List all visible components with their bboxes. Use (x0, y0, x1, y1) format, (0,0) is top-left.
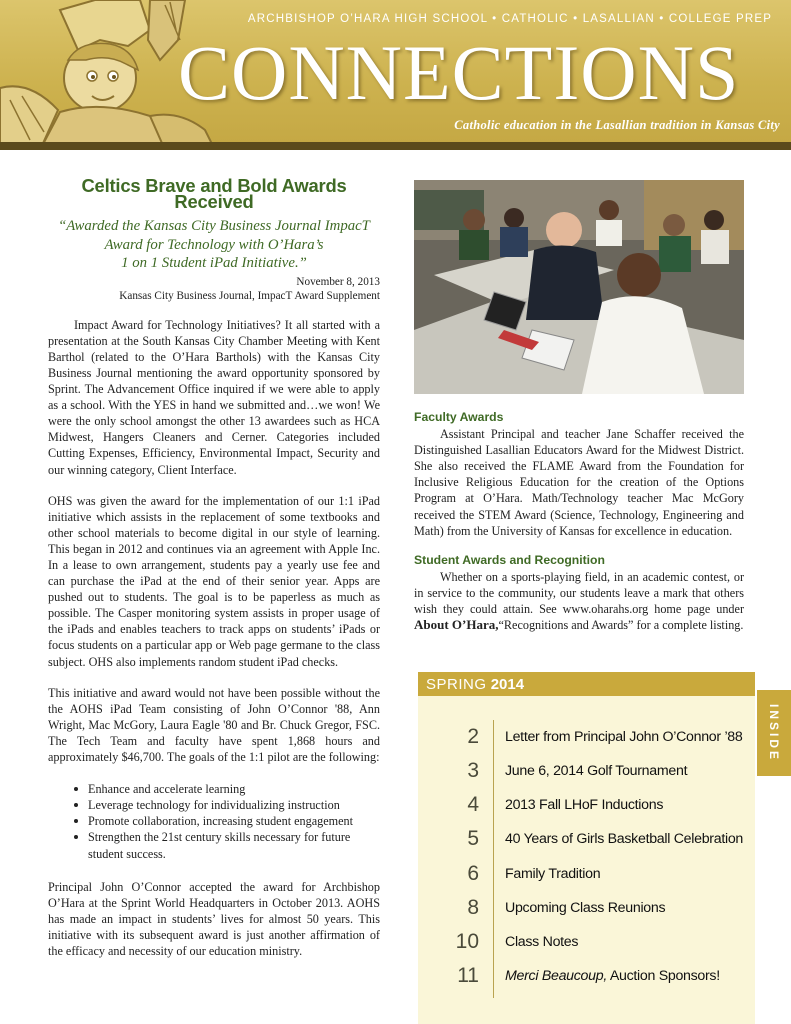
article-closing: Principal John O’Connor accepted the award for Archbishop O’Hara at the Sprint World Headquarters in October 2013. AOHS has made an impact in students’ lives for almost 50 years. This initiative with its subsequent award is just another affirmation of the efficacy and necessity of our education ministry. (48, 879, 380, 958)
toc-label: Class Notes (505, 934, 579, 950)
goal-item: Leverage technology for individualizing instruction (74, 797, 380, 813)
student-awards-heading: Student Awards and Recognition (414, 552, 605, 567)
masthead-divider (0, 142, 791, 150)
about-ohara-link: About O’Hara, (414, 617, 499, 633)
season-year: 2014 (490, 676, 525, 693)
subhead-line: Award for Technology with O’Hara’s (104, 236, 324, 253)
awards-column (414, 409, 744, 646)
article-subhead (48, 217, 380, 273)
toc-item (418, 825, 755, 855)
toc-label-italic: Merci Beaucoup, (505, 968, 607, 984)
toc-item (418, 757, 755, 787)
toc-label: 40 Years of Girls Basketball Celebration (505, 831, 743, 847)
toc-page-number: 3 (467, 759, 479, 782)
toc-label: Letter from Principal John O’Connor ’88 (505, 729, 743, 745)
student-awards-text (414, 569, 744, 633)
student-awards-end: “Recognitions and Awards” for a complete listing. (498, 618, 744, 633)
article-paragraph: This initiative and award would not have been possible without the the AOHS iPad Team consisting of John O’Connor '88, Ann Wright, Mac McGory, Laura Eagle '80 and Br. Chuck Gregor, FSC. The Tech Team and faculty have spent 1,868 hours and approximately $46,700. The goals of the 1:1 pilot are the following: (48, 685, 380, 765)
classroom-photo (414, 180, 744, 394)
goal-item: Strengthen the 21st century skills necessary for future student success. (74, 829, 380, 861)
goals-list (48, 781, 380, 861)
toc-item (418, 791, 755, 821)
toc-page-number: 6 (467, 862, 479, 885)
toc-page-number: 2 (467, 725, 479, 748)
masthead-tagline-bottom: Catholic education in the Lasallian tradition in Kansas City (454, 118, 780, 132)
article-date: November 8, 2013 (296, 275, 380, 288)
newsletter-title: CONNECTIONS (178, 29, 740, 116)
toc-item (418, 860, 755, 890)
main-article (48, 175, 380, 974)
students-with-ipads-photo-icon (414, 180, 744, 394)
masthead-tagline-top: ARCHBISHOP O’HARA HIGH SCHOOL • CATHOLIC • LASALLIAN • COLLEGE PREP (247, 13, 773, 25)
season-bar (418, 672, 755, 696)
masthead (0, 0, 791, 150)
toc-page-number: 5 (467, 827, 479, 850)
toc-page-number: 11 (457, 964, 479, 987)
article-source: Kansas City Business Journal, ImpacT Award Supplement (119, 289, 380, 302)
faculty-awards-text: Assistant Principal and teacher Jane Schaffer received the Distinguished Lasallian Educators Award for the Midwest District. She also received the FLAME Award from the Foundation for Inclusive Religious Education for the creation of the Options Program at O’Hara. Math/Technology teacher Mac McGory received the STEM Award (Science, Technology, Engineering and Math) from the University of Kansas for excellence in education. (414, 427, 744, 538)
toc-label (505, 968, 755, 984)
toc-item (418, 928, 755, 958)
student-awards-body: Whether on a sports-playing field, in an academic contest, or in service to the community, our students leave a mark that others wish they could attain. See www.oharahs.org home page under (414, 569, 744, 617)
article-headline: Celtics Brave and Bold Awards Received (81, 175, 347, 213)
toc-label-rest: Auction Sponsors! (606, 968, 720, 984)
inside-tab-label: INSIDE (767, 703, 781, 763)
faculty-awards-heading: Faculty Awards (414, 410, 504, 424)
article-paragraph: OHS was given the award for the implementation of our 1:1 iPad initiative which assists in the replacement of some textbooks and other school materials to become digital in our style of learning. This began in 2012 and continues via an agreement with Apple Inc. In a lease to own arrangement, students pay a yearly use fee and can purchase the iPad at the end of their senior year. Apps are pushed out to students. The goal is to be paperless as much as possible. The Casper monitoring system assists in proper usage of the iPads and enables teachers to track apps on students’ iPads or focus students on a particular app or Web page germane to the class subject. OHS also implements random student iPad checks. (48, 493, 380, 669)
toc-item (418, 723, 755, 753)
toc-item (418, 894, 755, 924)
subhead-line: “Awarded the Kansas City Business Journal ImpacT (58, 218, 370, 235)
toc-page-number: 4 (467, 793, 479, 816)
season-label: SPRING (426, 676, 487, 693)
toc-item (418, 962, 755, 992)
subhead-line: 1 on 1 Student iPad Initiative.” (121, 255, 307, 272)
toc-label: Family Tradition (505, 866, 601, 882)
toc-label: Upcoming Class Reunions (505, 900, 666, 916)
toc-label: 2013 Fall LHoF Inductions (505, 797, 664, 813)
inside-tab (757, 690, 791, 776)
toc-label: June 6, 2014 Golf Tournament (505, 763, 688, 779)
article-paragraph: Impact Award for Technology Initiatives? It all started with a presentation at the South Kansas City Chamber Meeting with Kent Barthol (related to the O’Hara Barthols) with the Kansas City Business Journal mentioning the award opportunity sponsored by Sprint. The Advancement Office inquired if we were able to apply as a school. With the YES in hand we submitted and…we won! We were the only school amongst the other 13 awardees such as HCA Midwest, Hangers Cleaners and Cerner. Categories included Cutting Expenses, Efficiency, Environmental Impact, Security and our winning category, Client Interface. (48, 317, 380, 477)
toc-page-number: 8 (467, 896, 479, 919)
goal-item: Promote collaboration, increasing student engagement (74, 813, 380, 829)
goal-item: Enhance and accelerate learning (74, 781, 380, 797)
toc-page-number: 10 (455, 930, 479, 953)
